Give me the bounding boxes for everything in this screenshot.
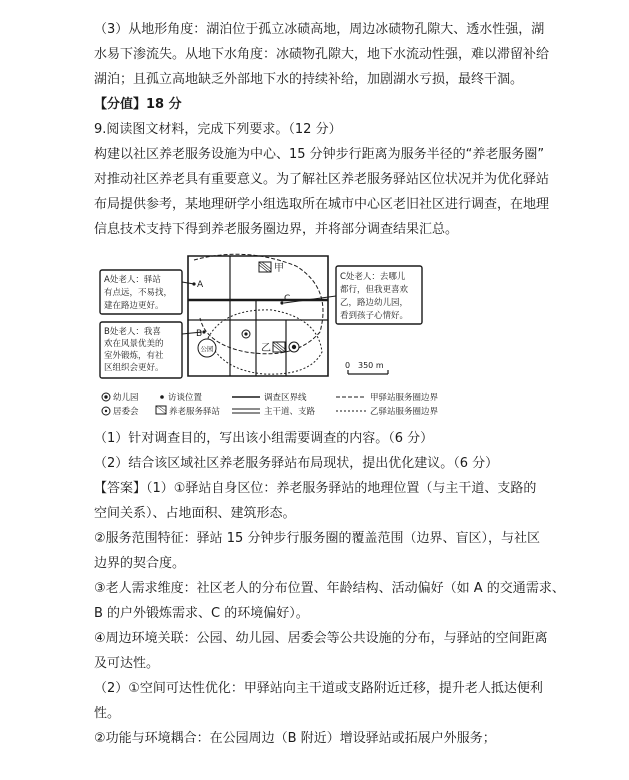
legend-roads: 主干道、支路 bbox=[264, 407, 316, 417]
sub-question: （1）针对调查目的，写出该小组需要调查的内容。（6 分） bbox=[94, 431, 434, 446]
quote-c-line: 乙，路边幼儿园， bbox=[340, 298, 409, 308]
community-map-figure bbox=[96, 248, 516, 426]
text-line: 湖泊；且孤立高地缺乏外部地下水的持续补给，加剧湖水亏损，最终干涸。 bbox=[94, 72, 524, 87]
park-label: 公园 bbox=[200, 345, 214, 353]
legend-survey-boundary: 调查区界线 bbox=[264, 393, 307, 403]
answer-line: 空间关系）、占地面积、建筑形态。 bbox=[94, 506, 296, 521]
point-c-label: C bbox=[284, 294, 291, 304]
text-line: 构建以社区养老服务设施为中心、15 分钟步行距离为服务半径的“养老服务圈” bbox=[94, 147, 545, 162]
point-a-label: A bbox=[197, 280, 204, 290]
scale-zero: 0 bbox=[345, 361, 351, 370]
legend-committee: 居委会 bbox=[113, 407, 139, 417]
quote-c-line: C处老人：去哪儿 bbox=[340, 272, 406, 282]
scale-bar bbox=[348, 370, 388, 374]
text-line: 水易下渗流失。从地下水角度：冰碛物孔隙大，地下水流动性强，难以滞留补给 bbox=[94, 47, 550, 62]
text-line: 信息技术支持下得到养老服务圈边界，并将部分调查结果汇总。 bbox=[94, 222, 459, 237]
legend-visit: 访谈位置 bbox=[168, 393, 203, 403]
quote-c-line: 都行，但我更喜欢 bbox=[340, 285, 409, 295]
point-b-label: B bbox=[196, 329, 203, 339]
answer-line: 【答案】（1）①驿站自身区位：养老服务驿站的地理位置（与主干道、支路的 bbox=[94, 481, 537, 496]
answer-line: ②功能与环境耦合：在公园周边（B 附近）增设驿站或拓展户外服务； bbox=[94, 731, 496, 746]
answer-line: ②服务范围特征：驿站 15 分钟步行服务圈的覆盖范围（边界、盲区），与社区 bbox=[94, 531, 540, 546]
legend-jia-boundary: 甲驿站服务圈边界 bbox=[370, 393, 439, 403]
legend-kindergarten: 幼儿园 bbox=[113, 393, 139, 403]
station-jia-label: 甲 bbox=[274, 263, 284, 274]
question-title: 9.阅读图文材料，完成下列要求。（12 分） bbox=[94, 122, 342, 137]
quote-a-line: 有点远，不易找， bbox=[104, 288, 173, 298]
legend-road-icon bbox=[232, 409, 260, 413]
answer-line: （2）①空间可达性优化：甲驿站向主干道或支路附近迁移，提升老人抵达便利 bbox=[94, 681, 543, 696]
quote-b-line: B处老人：我喜 bbox=[104, 327, 161, 337]
sub-question: （2）结合该区域社区养老服务驿站布局现状，提出优化建议。（6 分） bbox=[94, 456, 499, 471]
text-line: 布局提供参考，某地理研学小组选取所在城市中心区老旧社区进行调查，在地理 bbox=[94, 197, 550, 212]
quote-b-line: 室外锻炼，有社 bbox=[104, 351, 164, 361]
answer-line: ④周边环境关联：公园、幼儿园、居委会等公共设施的分布，与驿站的空间距离 bbox=[94, 631, 548, 646]
text-line: 对推动社区养老具有重要意义。为了解社区养老服务驿站区位状况并为优化驿站 bbox=[94, 172, 550, 187]
station-yi-label: 乙 bbox=[261, 343, 271, 354]
legend-visit-icon bbox=[160, 395, 164, 399]
answer-line: ③老人需求维度：社区老人的分布位置、年龄结构、活动偏好（如 A 的交通需求、 bbox=[94, 581, 565, 596]
legend-station: 养老服务驿站 bbox=[169, 407, 221, 417]
score-line: 【分值】18 分 bbox=[94, 97, 182, 112]
scale-distance: 350 m bbox=[358, 361, 384, 370]
quote-c-line: 看到孩子心情好。 bbox=[340, 311, 409, 321]
answer-line: 边界的契合度。 bbox=[94, 556, 186, 571]
quote-a-line: 建在路边更好。 bbox=[104, 301, 164, 311]
quote-a-line: A处老人：驿站 bbox=[104, 275, 161, 285]
answer-line: B 的户外锻炼需求、C 的环境偏好）。 bbox=[94, 606, 309, 621]
answer-line: 性。 bbox=[94, 706, 121, 721]
quote-b-line: 欢在风景优美的 bbox=[104, 339, 164, 349]
quote-b-line: 区组织会更好。 bbox=[104, 363, 164, 373]
map-legend bbox=[102, 392, 439, 417]
visit-point-b bbox=[202, 330, 205, 333]
answer-line: 及可达性。 bbox=[94, 656, 160, 671]
text-line: （3）从地形角度：湖泊位于孤立冰碛高地，周边冰碛物孔隙大、透水性强，湖 bbox=[94, 22, 545, 37]
legend-yi-boundary: 乙驿站服务圈边界 bbox=[370, 407, 439, 417]
